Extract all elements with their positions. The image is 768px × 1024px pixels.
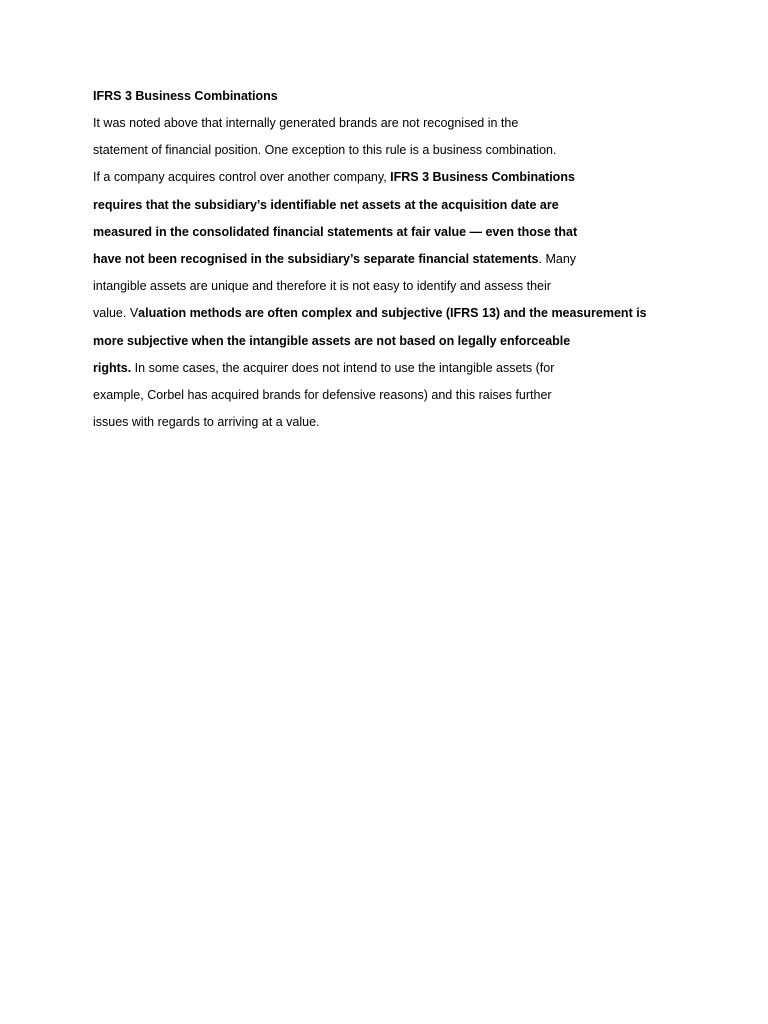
bold-text-run: rights. bbox=[93, 360, 132, 375]
bold-text-run: requires that the subsidiary’s identifiable net assets at the acquisition date are bbox=[93, 197, 559, 212]
text-run: statement of financial position. One exception to this rule is a business combination. bbox=[93, 143, 557, 158]
bold-text-run: measured in the consolidated financial statements at fair value — even those that bbox=[93, 224, 578, 239]
text-line bbox=[93, 303, 653, 323]
text-run: In some cases, the acquirer does not intend to use the intangible assets (for bbox=[131, 360, 555, 375]
bold-text-run: have not been recognised in the subsidiary’s separate financial statements bbox=[93, 251, 539, 266]
document-body bbox=[93, 86, 653, 439]
bold-text-run: aluation methods are often complex and subjective (IFRS 13) and the measurement is bbox=[138, 306, 647, 321]
text-run: . Many bbox=[538, 251, 577, 266]
text-line bbox=[93, 412, 653, 432]
text-run: example, Corbel has acquired brands for defensive reasons) and this raises further bbox=[93, 387, 552, 402]
text-line bbox=[93, 249, 653, 269]
text-line bbox=[93, 222, 653, 242]
text-line bbox=[93, 276, 653, 296]
text-line bbox=[93, 167, 653, 187]
paragraph bbox=[93, 113, 653, 432]
text-run: If a company acquires control over another company, bbox=[93, 170, 391, 185]
text-line bbox=[93, 331, 653, 351]
text-run: issues with regards to arriving at a value. bbox=[93, 415, 320, 430]
bold-text-run: IFRS 3 Business Combinations bbox=[390, 170, 575, 185]
text-line bbox=[93, 195, 653, 215]
text-line bbox=[93, 358, 653, 378]
text-run: It was noted above that internally generated brands are not recognised in the bbox=[93, 116, 519, 130]
bold-text-run: more subjective when the intangible assets are not based on legally enforceable bbox=[93, 333, 571, 348]
text-line bbox=[93, 140, 653, 160]
text-run: intangible assets are unique and therefore it is not easy to identify and assess their bbox=[93, 279, 551, 294]
text-line bbox=[93, 385, 653, 405]
section-heading: IFRS 3 Business Combinations bbox=[93, 89, 278, 103]
text-run: value. V bbox=[93, 306, 139, 321]
text-line bbox=[93, 113, 653, 133]
